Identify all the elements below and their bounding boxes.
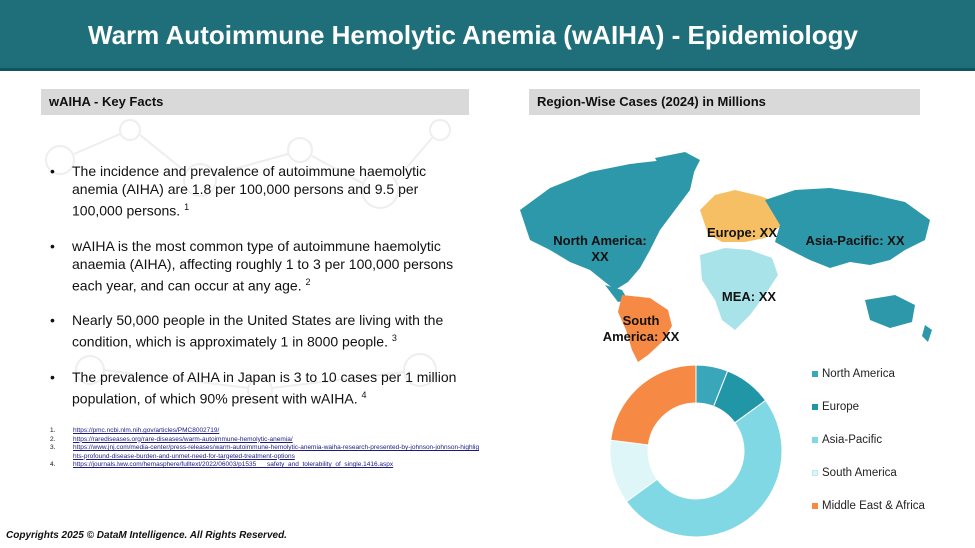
chart-legend [812,367,962,532]
legend-item [812,466,962,499]
reference-number: 3. [50,444,56,451]
legend-label: North America [822,368,895,380]
bullet-icon: • [50,237,55,254]
legend-item [812,400,962,433]
key-facts-section-title: wAIHA - Key Facts [41,89,469,115]
key-fact-item [50,311,470,351]
map-region-australia [865,295,915,328]
key-fact-text: The incidence and prevalence of autoimmune haemolytic anemia (AIHA) are 1.8 per 100,000 persons and 9.5 per 100,000 persons. [72,163,427,219]
map-label-north-america: North America: XX [553,233,647,264]
reference-number: 2. [50,435,56,443]
donut-slice-middle-east-africa[interactable] [611,365,696,445]
map-label-europe: Europe: XX [706,225,778,240]
copyright-footer: Copyrights 2025 © DataM Intelligence. All Rights Reserved. [6,530,287,541]
reference-item [50,427,480,436]
bullet-icon: • [50,163,55,179]
reference-number: 4. [50,461,56,468]
reference-item [50,436,480,445]
legend-swatch [812,371,818,377]
legend-item [812,499,962,532]
key-fact-item [50,162,470,220]
legend-swatch [812,470,818,476]
key-fact-ref: 4 [361,389,367,400]
legend-item [812,367,962,400]
key-fact-ref: 2 [305,276,311,287]
legend-swatch [812,503,818,509]
legend-label: Europe [822,401,860,413]
legend-item [812,433,962,466]
key-fact-text: The prevalence of AIHA in Japan is 3 to 10 cases per 1 million population, of which 90% present with wAIHA. [72,368,457,407]
reference-item [50,444,480,461]
header-banner [0,0,975,71]
reference-number: 1. [50,427,56,434]
references-list [50,427,480,470]
key-fact-text: Nearly 50,000 people in the United States are living with the condition, which is approximately 1 in 8000 people. [72,312,444,350]
map-label-mea: MEA: XX [721,289,777,304]
map-region-asia-pacific[interactable] [765,188,930,268]
reference-link[interactable]: https://pmc.ncbi.nlm.nih.gov/articles/PMC8002719/ [73,427,220,434]
region-cases-section-title: Region-Wise Cases (2024) in Millions [529,89,920,115]
donut-chart [610,365,782,537]
key-facts-list [50,162,470,425]
page-title: Warm Autoimmune Hemolytic Anemia (wAIHA) - Epidemiology [88,20,858,50]
bullet-icon: • [50,368,55,385]
key-fact-item [50,368,470,408]
key-fact-item [50,237,470,295]
key-fact-ref: 1 [184,202,190,212]
legend-label: Middle East & Africa [822,500,925,512]
reference-item [50,461,480,470]
reference-link[interactable]: https://rarediseases.org/rare-diseases/warm-autoimmune-hemolytic-anemia/ [73,435,293,443]
map-region-nz [922,325,932,342]
reference-link[interactable]: https://journals.lww.com/hemasphere/fulltext/2022/06003/p1535___safety_and_tolerability_of_single.1416.aspx [73,461,394,468]
map-label-asia-pacific: Asia-Pacific: XX [805,233,905,248]
key-fact-ref: 3 [391,333,397,344]
legend-label: Asia-Pacific [822,434,883,446]
legend-swatch [812,404,818,410]
legend-swatch [812,437,818,443]
reference-link[interactable]: https://www.jnj.com/media-center/press-releases/warm-autoimmune-hemolytic-anemia-waiha-research-presented-by-johnson-johnson-highlights-profound-disease-burden-and-unmet-need-for-targeted-treatment-options [73,444,480,460]
legend-label: South America [822,467,897,479]
bullet-icon: • [50,312,55,329]
key-fact-text: wAIHA is the most common type of autoimmune haemolytic anaemia (AIHA), affecting roughly 1 to 3 per 100,000 persons each year, and can occur at any age. [72,237,454,294]
map-label-south-america: South America: XX [602,313,680,344]
